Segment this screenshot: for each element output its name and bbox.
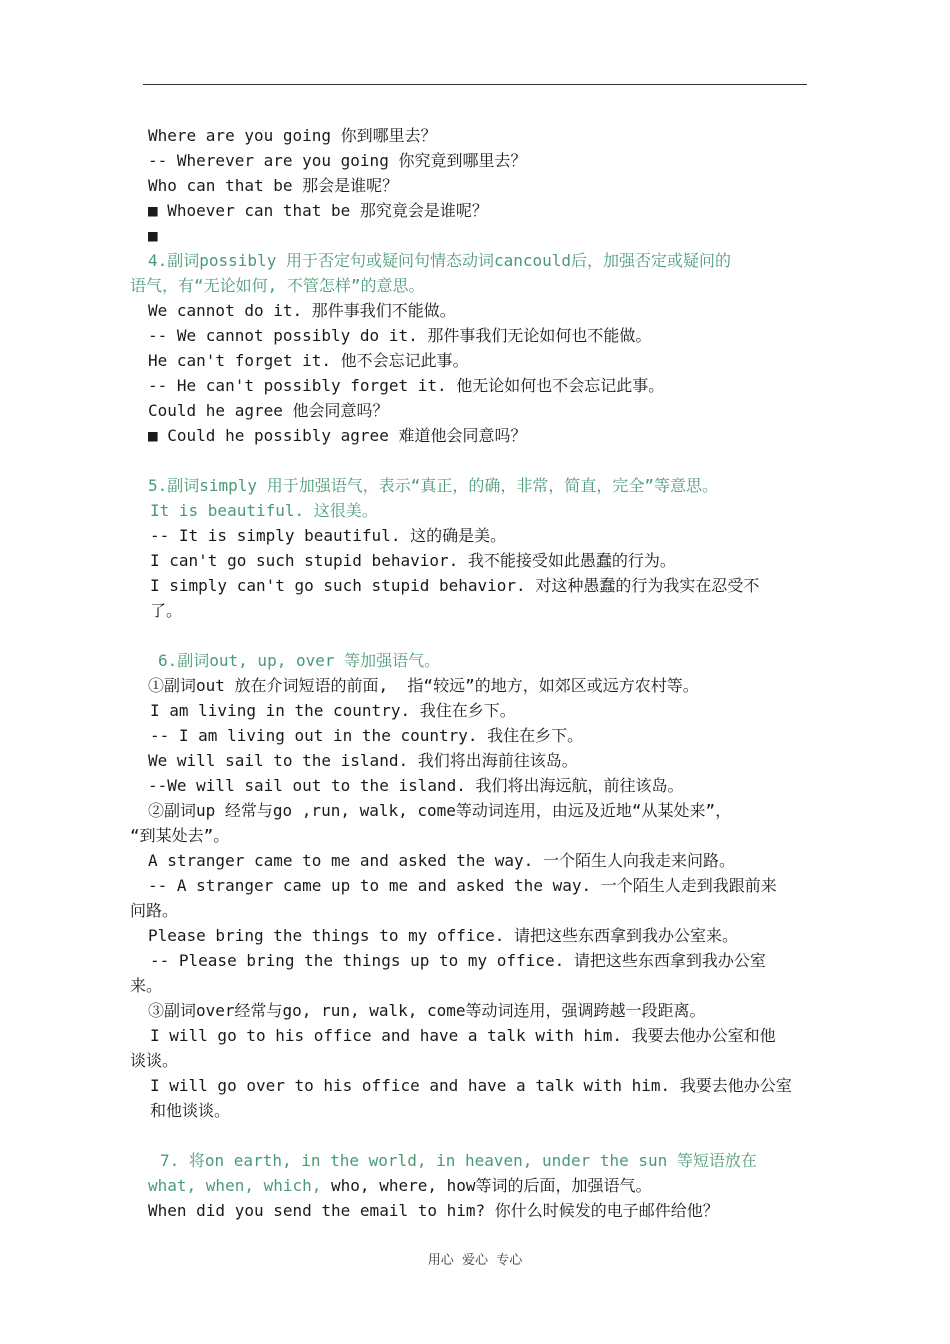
text-line: I simply can't go such stupid behavior. 对这种愚蠢的行为我实在忍受不 [150,576,760,595]
text-line: 5.副词simply 用于加强语气，表示“真正，的确，非常，简直，完全”等意思。 [148,476,718,495]
text-line: --We will sail out to the island. 我们将出海远航，前往该岛。 [148,776,684,795]
text-line: 6.副词out, up, over 等加强语气。 [158,651,441,670]
text-line: -- It is simply beautiful. 这的确是美。 [150,526,507,545]
text-line: ■ Whoever can that be 那究竟会是谁呢？ [148,201,488,220]
text-line: ■ Could he possibly agree 难道他会同意吗？ [148,426,527,445]
text-line: 谈谈。 [130,1051,179,1070]
text-line: ②副词up 经常与go ,run, walk, come等动词连用，由远及近地“从某处来”， [148,801,732,820]
text-line: When did you send the email to him? 你什么时候发的电子邮件给他？ [148,1201,719,1220]
text-line: ①副词out 放在介词短语的前面, 指“较远”的地方，如郊区或远方农村等。 [148,676,699,695]
text-normal: who, where, how等词的后面，加强语气。 [331,1176,652,1195]
text-line: It is beautiful. 这很美。 [150,501,378,520]
text-line: We will sail to the island. 我们将出海前往该岛。 [148,751,578,770]
text-line: Who can that be 那会是谁呢？ [148,176,399,195]
document-body [130,123,820,1223]
text-line: 了。 [150,601,183,620]
text-line: I can't go such stupid behavior. 我不能接受如此愚蠢的行为。 [150,551,676,570]
text-line: I will go over to his office and have a talk with him. 我要去他办公室 [150,1076,792,1095]
text-line: -- A stranger came up to me and asked the way. 一个陌生人走到我跟前来 [148,876,777,895]
text-line: 问路。 [130,901,179,920]
text-line: I am living in the country. 我住在乡下。 [150,701,516,720]
page-footer: 用心 爱心 专心 [427,1253,523,1268]
text-line [130,1123,820,1148]
text-line [130,448,820,473]
text-line [130,1173,820,1198]
text-line [130,623,820,648]
text-line: A stranger came to me and asked the way. 一个陌生人向我走来问路。 [148,851,735,870]
text-line: -- Wherever are you going 你究竟到哪里去？ [148,151,527,170]
text-line: “到某处去”。 [130,826,230,845]
text-line: 7. 将on earth, in the world, in heaven, under the sun 等短语放在 [160,1151,757,1170]
text-line: We cannot do it. 那件事我们不能做。 [148,301,456,320]
text-line: Please bring the things to my office. 请把这些东西拿到我办公室来。 [148,926,739,945]
text-line: ③副词over经常与go, run, walk, come等动词连用，强调跨越一段距离。 [148,1001,706,1020]
text-line: He can't forget it. 他不会忘记此事。 [148,351,469,370]
text-line: Where are you going 你到哪里去？ [148,126,437,145]
text-line: 语气，有“无论如何, 不管怎样”的意思。 [130,276,425,295]
text-line: I will go to his office and have a talk with him. 我要去他办公室和他 [150,1026,776,1045]
text-line: ■ [148,226,158,245]
text-line: 4.副词possibly 用于否定句或疑问句情态动词cancould后，加强否定或疑问的 [148,251,732,270]
text-line: 和他谈谈。 [150,1101,231,1120]
header-rule [143,84,807,85]
text-line: -- Please bring the things up to my office. 请把这些东西拿到我办公室 [150,951,766,970]
text-line: -- We cannot possibly do it. 那件事我们无论如何也不能做。 [148,326,652,345]
text-line: -- I am living out in the country. 我住在乡下。 [150,726,584,745]
text-line: -- He can't possibly forget it. 他无论如何也不会忘记此事。 [148,376,665,395]
text-line: Could he agree 他会同意吗？ [148,401,389,420]
text-line: 来。 [130,976,163,995]
text-highlight: what, when, which, [148,1176,332,1195]
